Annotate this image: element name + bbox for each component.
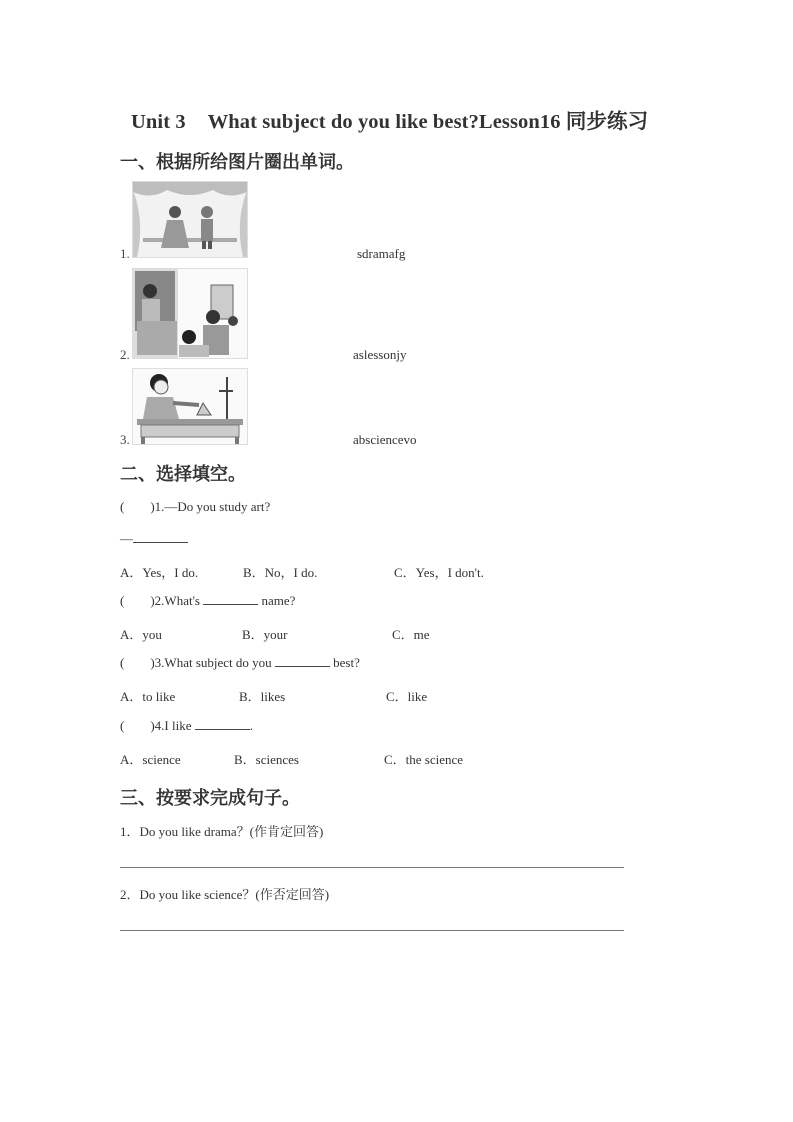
question3-stem: ( )3.What subject do you best? bbox=[120, 655, 360, 670]
fill-blank[interactable] bbox=[133, 531, 188, 543]
science-experiment-picture bbox=[132, 368, 248, 445]
q3-option-a: A．to like bbox=[120, 689, 176, 704]
q3-option-b: B．likes bbox=[239, 689, 286, 704]
q1-option-a: A．Yes，I do. bbox=[120, 565, 199, 580]
page-title bbox=[131, 104, 648, 134]
sentence1-prompt: 1．Do you like drama？(作肯定回答) bbox=[120, 824, 324, 839]
item1-number: 1. bbox=[120, 246, 130, 261]
question1-reply-blank: — bbox=[120, 531, 188, 547]
sentence2-prompt: 2．Do you like science？(作否定回答) bbox=[120, 887, 330, 902]
answer-bracket[interactable]: ( ) bbox=[120, 655, 155, 670]
fill-blank[interactable] bbox=[195, 718, 250, 730]
q2-option-a: A．you bbox=[120, 627, 162, 642]
section1-heading: 一、根据所给图片圈出单词。 bbox=[120, 152, 354, 173]
q4-option-b: B．sciences bbox=[234, 752, 299, 767]
section3-heading: 三、按要求完成句子。 bbox=[120, 788, 300, 809]
section2-heading: 二、选择填空。 bbox=[120, 464, 246, 485]
question2-stem: ( )2.What's name? bbox=[120, 593, 296, 608]
q4-option-c: C．the science bbox=[384, 752, 464, 767]
question4-stem: ( )4.I like . bbox=[120, 718, 253, 733]
classroom-lesson-picture bbox=[132, 268, 248, 359]
drama-stage-picture bbox=[132, 181, 248, 258]
item3-letters: absciencevo bbox=[353, 432, 417, 447]
answer-bracket[interactable]: ( ) bbox=[120, 718, 155, 733]
sentence1-answer-line[interactable] bbox=[120, 867, 624, 868]
item2-letters: aslessonjy bbox=[353, 347, 407, 362]
lesson-title: What subject do you like best?Lesson16 同步练习 bbox=[207, 111, 649, 133]
q3-option-c: C．like bbox=[386, 689, 428, 704]
answer-bracket[interactable]: ( ) bbox=[120, 593, 155, 608]
fill-blank[interactable] bbox=[203, 593, 258, 605]
fill-blank[interactable] bbox=[275, 655, 330, 667]
question1-stem: ( )1.—Do you study art? bbox=[120, 499, 271, 514]
q4-option-a: A．science bbox=[120, 752, 181, 767]
q1-option-c: C．Yes，I don't. bbox=[394, 565, 484, 580]
q2-option-b: B．your bbox=[242, 627, 288, 642]
item2-number: 2. bbox=[120, 347, 130, 362]
q2-option-c: C．me bbox=[392, 627, 430, 642]
unit-label: Unit 3 bbox=[131, 111, 186, 133]
sentence2-answer-line[interactable] bbox=[120, 930, 624, 931]
item3-number: 3. bbox=[120, 432, 130, 447]
answer-bracket[interactable]: ( ) bbox=[120, 499, 155, 514]
item1-letters: sdramafg bbox=[357, 246, 406, 261]
q1-option-b: B．No，I do. bbox=[243, 565, 318, 580]
